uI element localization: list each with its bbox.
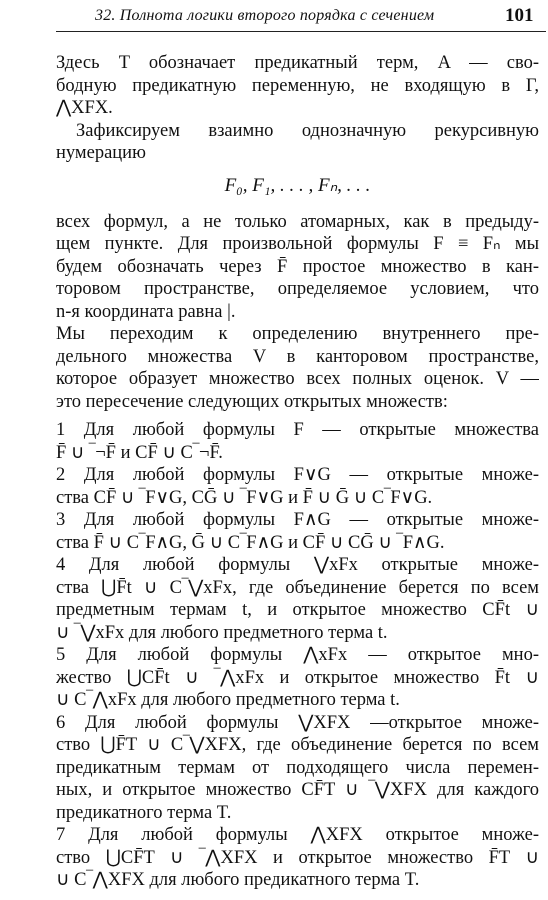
text-line: ства CF̄ ∪ ‾F∨G, CḠ ∪ ‾F∨G и F̄ ∪ Ḡ ∪ C‾F∨G. [56,487,433,508]
list-item-5 [56,644,539,712]
text-line: Мы переходим к определению внутреннего пре- [56,324,539,344]
text-line: 7 Для любой формулы ⋀XFX открытое множе- [56,825,539,845]
text-line: это пересечение следующих открытых множеств: [56,391,448,412]
paragraph-4 [56,323,539,413]
list-item-4 [56,554,539,644]
paragraph-3 [56,211,539,324]
text-line: 1 Для любой формулы F — открытые множества [56,420,539,440]
text-line: 3 Для любой формулы F∧G — открытые множе- [56,510,539,530]
text-line: 2 Для любой формулы F∨G — открытые множе- [56,465,539,485]
text-line: нумерацию [56,143,146,163]
text-line: предметным термам t, и открытое множество CF̄t ∪ [56,600,539,620]
paragraph-1 [56,52,539,120]
text-line: ство ⋃F̄T ∪ C‾⋁XFX, где объединение берется по всем [56,735,539,755]
text-line: ство ⋃CF̄T ∪ ‾⋀XFX и открытое множество F̄T ∪ [56,847,539,868]
text-line: Зафиксируем взаимно однозначную рекурсивную [76,120,539,141]
paragraph-2 [56,120,539,143]
text-line: ∪ C‾⋀xFx для любого предметного терма t. [56,690,400,710]
text-line: n-я координата равна |. [56,301,236,322]
list-item-6 [56,712,539,825]
text-line: ства F̄ ∪ C‾F∧G, Ḡ ∪ C‾F∧G и CF̄ ∪ CḠ ∪ ‾F∧G. [56,532,445,553]
text-line: 4 Для любой формулы ⋁xFx открытые множе- [56,555,539,575]
list-item-1 [56,419,539,464]
running-header [0,0,548,30]
text-line: торовом пространстве, определяемое условием, что [56,279,539,299]
text-line: ных, и открытое множество CF̄T ∪ ‾⋁XFX для каждого [56,780,539,800]
running-title: 32. Полнота логики второго порядка с сечением [95,7,435,24]
text-line: предикатным термам от подходящего числа перемен- [56,757,539,778]
text-line: ства ⋃F̄t ∪ C‾⋁xFx, где объединение берется по всем [56,577,539,598]
text-line: ∪ C‾⋀XFX для любого предикатного терма T. [56,870,420,890]
text-line: 6 Для любой формулы ⋁XFX —открытое множе- [56,712,539,733]
text-line: щем пункте. Для произвольной формулы F ≡ Fₙ мы [56,234,539,254]
text-line: 5 Для любой формулы ⋀xFx — открытое мно- [56,645,539,665]
text-line: F̄ ∪ ‾¬F̄ и CF̄ ∪ C‾¬F̄. [56,442,223,463]
text-line: всех формул, а не только атомарных, как в предыду- [56,211,539,232]
text-line: ⋀XFX. [56,98,113,118]
text-line: дельного множества V в канторовом пространстве, [56,346,539,367]
page-body [56,52,539,892]
list-item-7 [56,824,539,892]
numbering-formula: F₀, F₁, . . . , Fₙ, . . . [224,174,371,196]
text-line: Здесь T обозначает предикатный терм, A — сво- [56,53,539,73]
list-item-2 [56,464,539,509]
text-line: жество ⋃CF̄t ∪ ‾⋀xFx и открытое множество F̄t ∪ [56,667,539,688]
header-rule [56,31,546,32]
text-line: будем обозначать через F̄ простое множество в кан- [56,256,539,277]
list-item-3 [56,509,539,554]
page-number: 101 [505,5,534,26]
text-line: ∪ ‾⋁xFx для любого предметного терма t. [56,622,388,643]
text-line: предикатного терма T. [56,802,232,823]
text-line: бодную предикатную переменную, не входящую в Γ, [56,75,539,96]
text-line: которое образует множество всех полных оценок. V — [56,369,539,389]
